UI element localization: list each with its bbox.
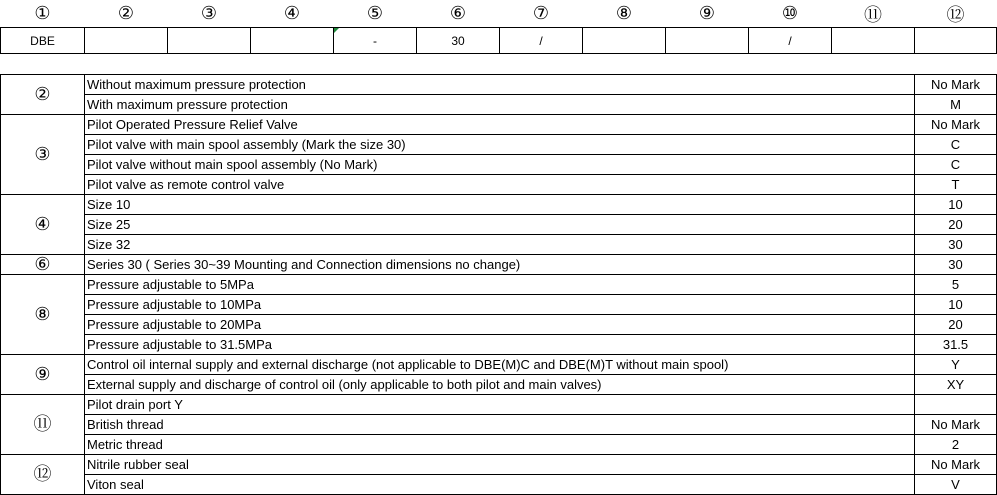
option-row bbox=[1, 295, 997, 315]
option-row bbox=[1, 355, 997, 375]
position-number-6: ⑥ bbox=[449, 3, 467, 24]
option-code: 10 bbox=[915, 295, 997, 315]
option-description: Pressure adjustable to 31.5MPa bbox=[85, 335, 915, 355]
option-row bbox=[1, 175, 997, 195]
option-row bbox=[1, 475, 997, 495]
option-description: Nitrile rubber seal bbox=[85, 455, 915, 475]
option-description: Size 25 bbox=[85, 215, 915, 235]
code-cell-8 bbox=[583, 28, 666, 54]
option-code: 2 bbox=[915, 435, 997, 455]
option-description: Pressure adjustable to 10MPa bbox=[85, 295, 915, 315]
option-code: T bbox=[915, 175, 997, 195]
option-code: 30 bbox=[915, 235, 997, 255]
code-cell-11 bbox=[832, 28, 915, 54]
code-cell-7: / bbox=[500, 28, 583, 54]
option-row bbox=[1, 75, 997, 95]
option-row bbox=[1, 315, 997, 335]
option-description: Pressure adjustable to 20MPa bbox=[85, 315, 915, 335]
option-code: 5 bbox=[915, 275, 997, 295]
option-description: Viton seal bbox=[85, 475, 915, 495]
option-code: M bbox=[915, 95, 997, 115]
option-code: 31.5 bbox=[915, 335, 997, 355]
option-code bbox=[915, 395, 997, 415]
code-cell-1: DBE bbox=[1, 28, 85, 54]
option-row bbox=[1, 335, 997, 355]
position-number-8: ⑧ bbox=[615, 3, 633, 24]
option-code: No Mark bbox=[915, 115, 997, 135]
position-number-3: ③ bbox=[200, 3, 218, 24]
options-table bbox=[0, 74, 997, 495]
option-row bbox=[1, 395, 997, 415]
option-description: Size 10 bbox=[85, 195, 915, 215]
option-code: C bbox=[915, 155, 997, 175]
option-description: Series 30 ( Series 30~39 Mounting and Connection dimensions no change) bbox=[85, 255, 915, 275]
position-number-7: ⑦ bbox=[532, 3, 550, 24]
option-code: 20 bbox=[915, 315, 997, 335]
code-cell-3 bbox=[168, 28, 251, 54]
option-description: Pilot Operated Pressure Relief Valve bbox=[85, 115, 915, 135]
code-value-row bbox=[1, 28, 997, 54]
option-row bbox=[1, 375, 997, 395]
option-description: With maximum pressure protection bbox=[85, 95, 915, 115]
code-cell-6: 30 bbox=[417, 28, 500, 54]
code-cell-9 bbox=[666, 28, 749, 54]
option-code: Y bbox=[915, 355, 997, 375]
option-description: British thread bbox=[85, 415, 915, 435]
option-code: C bbox=[915, 135, 997, 155]
option-description: Pilot valve as remote control valve bbox=[85, 175, 915, 195]
option-description: Control oil internal supply and external discharge (not applicable to DBE(M)C and DBE(M)T without main spool) bbox=[85, 355, 915, 375]
option-description: Without maximum pressure protection bbox=[85, 75, 915, 95]
position-number-11: ⑪ bbox=[864, 4, 882, 26]
option-row bbox=[1, 95, 997, 115]
code-cell-5: - bbox=[334, 28, 417, 54]
option-code: 10 bbox=[915, 195, 997, 215]
code-cell-2 bbox=[85, 28, 168, 54]
position-number-4: ④ bbox=[283, 3, 301, 24]
group-number: ⑨ bbox=[1, 355, 85, 395]
position-number-5: ⑤ bbox=[366, 3, 384, 24]
option-row bbox=[1, 415, 997, 435]
position-number-9: ⑨ bbox=[698, 3, 716, 24]
option-code: 30 bbox=[915, 255, 997, 275]
option-description: Metric thread bbox=[85, 435, 915, 455]
option-row bbox=[1, 215, 997, 235]
group-number: ⑥ bbox=[1, 255, 85, 275]
model-code-table bbox=[0, 0, 997, 54]
position-number-1: ① bbox=[34, 3, 51, 24]
group-number: ② bbox=[1, 75, 85, 115]
option-row bbox=[1, 275, 997, 295]
option-row bbox=[1, 135, 997, 155]
option-row bbox=[1, 155, 997, 175]
position-number-12: ⑫ bbox=[946, 4, 965, 26]
position-number-10: ⑩ bbox=[781, 3, 799, 24]
option-description: Pilot drain port Y bbox=[85, 395, 915, 415]
code-cell-12 bbox=[915, 28, 997, 54]
group-number: ⑫ bbox=[1, 455, 85, 495]
option-description: Size 32 bbox=[85, 235, 915, 255]
option-description: External supply and discharge of control oil (only applicable to both pilot and main valves) bbox=[85, 375, 915, 395]
option-code: XY bbox=[915, 375, 997, 395]
position-number-row bbox=[1, 0, 997, 28]
option-description: Pilot valve without main spool assembly (No Mark) bbox=[85, 155, 915, 175]
option-row bbox=[1, 115, 997, 135]
option-code: No Mark bbox=[915, 415, 997, 435]
group-number: ⑪ bbox=[1, 395, 85, 455]
group-number: ③ bbox=[1, 115, 85, 195]
code-cell-4 bbox=[251, 28, 334, 54]
option-row bbox=[1, 435, 997, 455]
group-number: ④ bbox=[1, 195, 85, 255]
option-code: 20 bbox=[915, 215, 997, 235]
option-description: Pilot valve with main spool assembly (Mark the size 30) bbox=[85, 135, 915, 155]
position-number-2: ② bbox=[117, 3, 135, 24]
option-code: V bbox=[915, 475, 997, 495]
option-description: Pressure adjustable to 5MPa bbox=[85, 275, 915, 295]
option-row bbox=[1, 195, 997, 215]
code-cell-10: / bbox=[749, 28, 832, 54]
option-code: No Mark bbox=[915, 455, 997, 475]
option-row bbox=[1, 455, 997, 475]
option-row bbox=[1, 235, 997, 255]
option-code: No Mark bbox=[915, 75, 997, 95]
option-row bbox=[1, 255, 997, 275]
group-number: ⑧ bbox=[1, 275, 85, 355]
